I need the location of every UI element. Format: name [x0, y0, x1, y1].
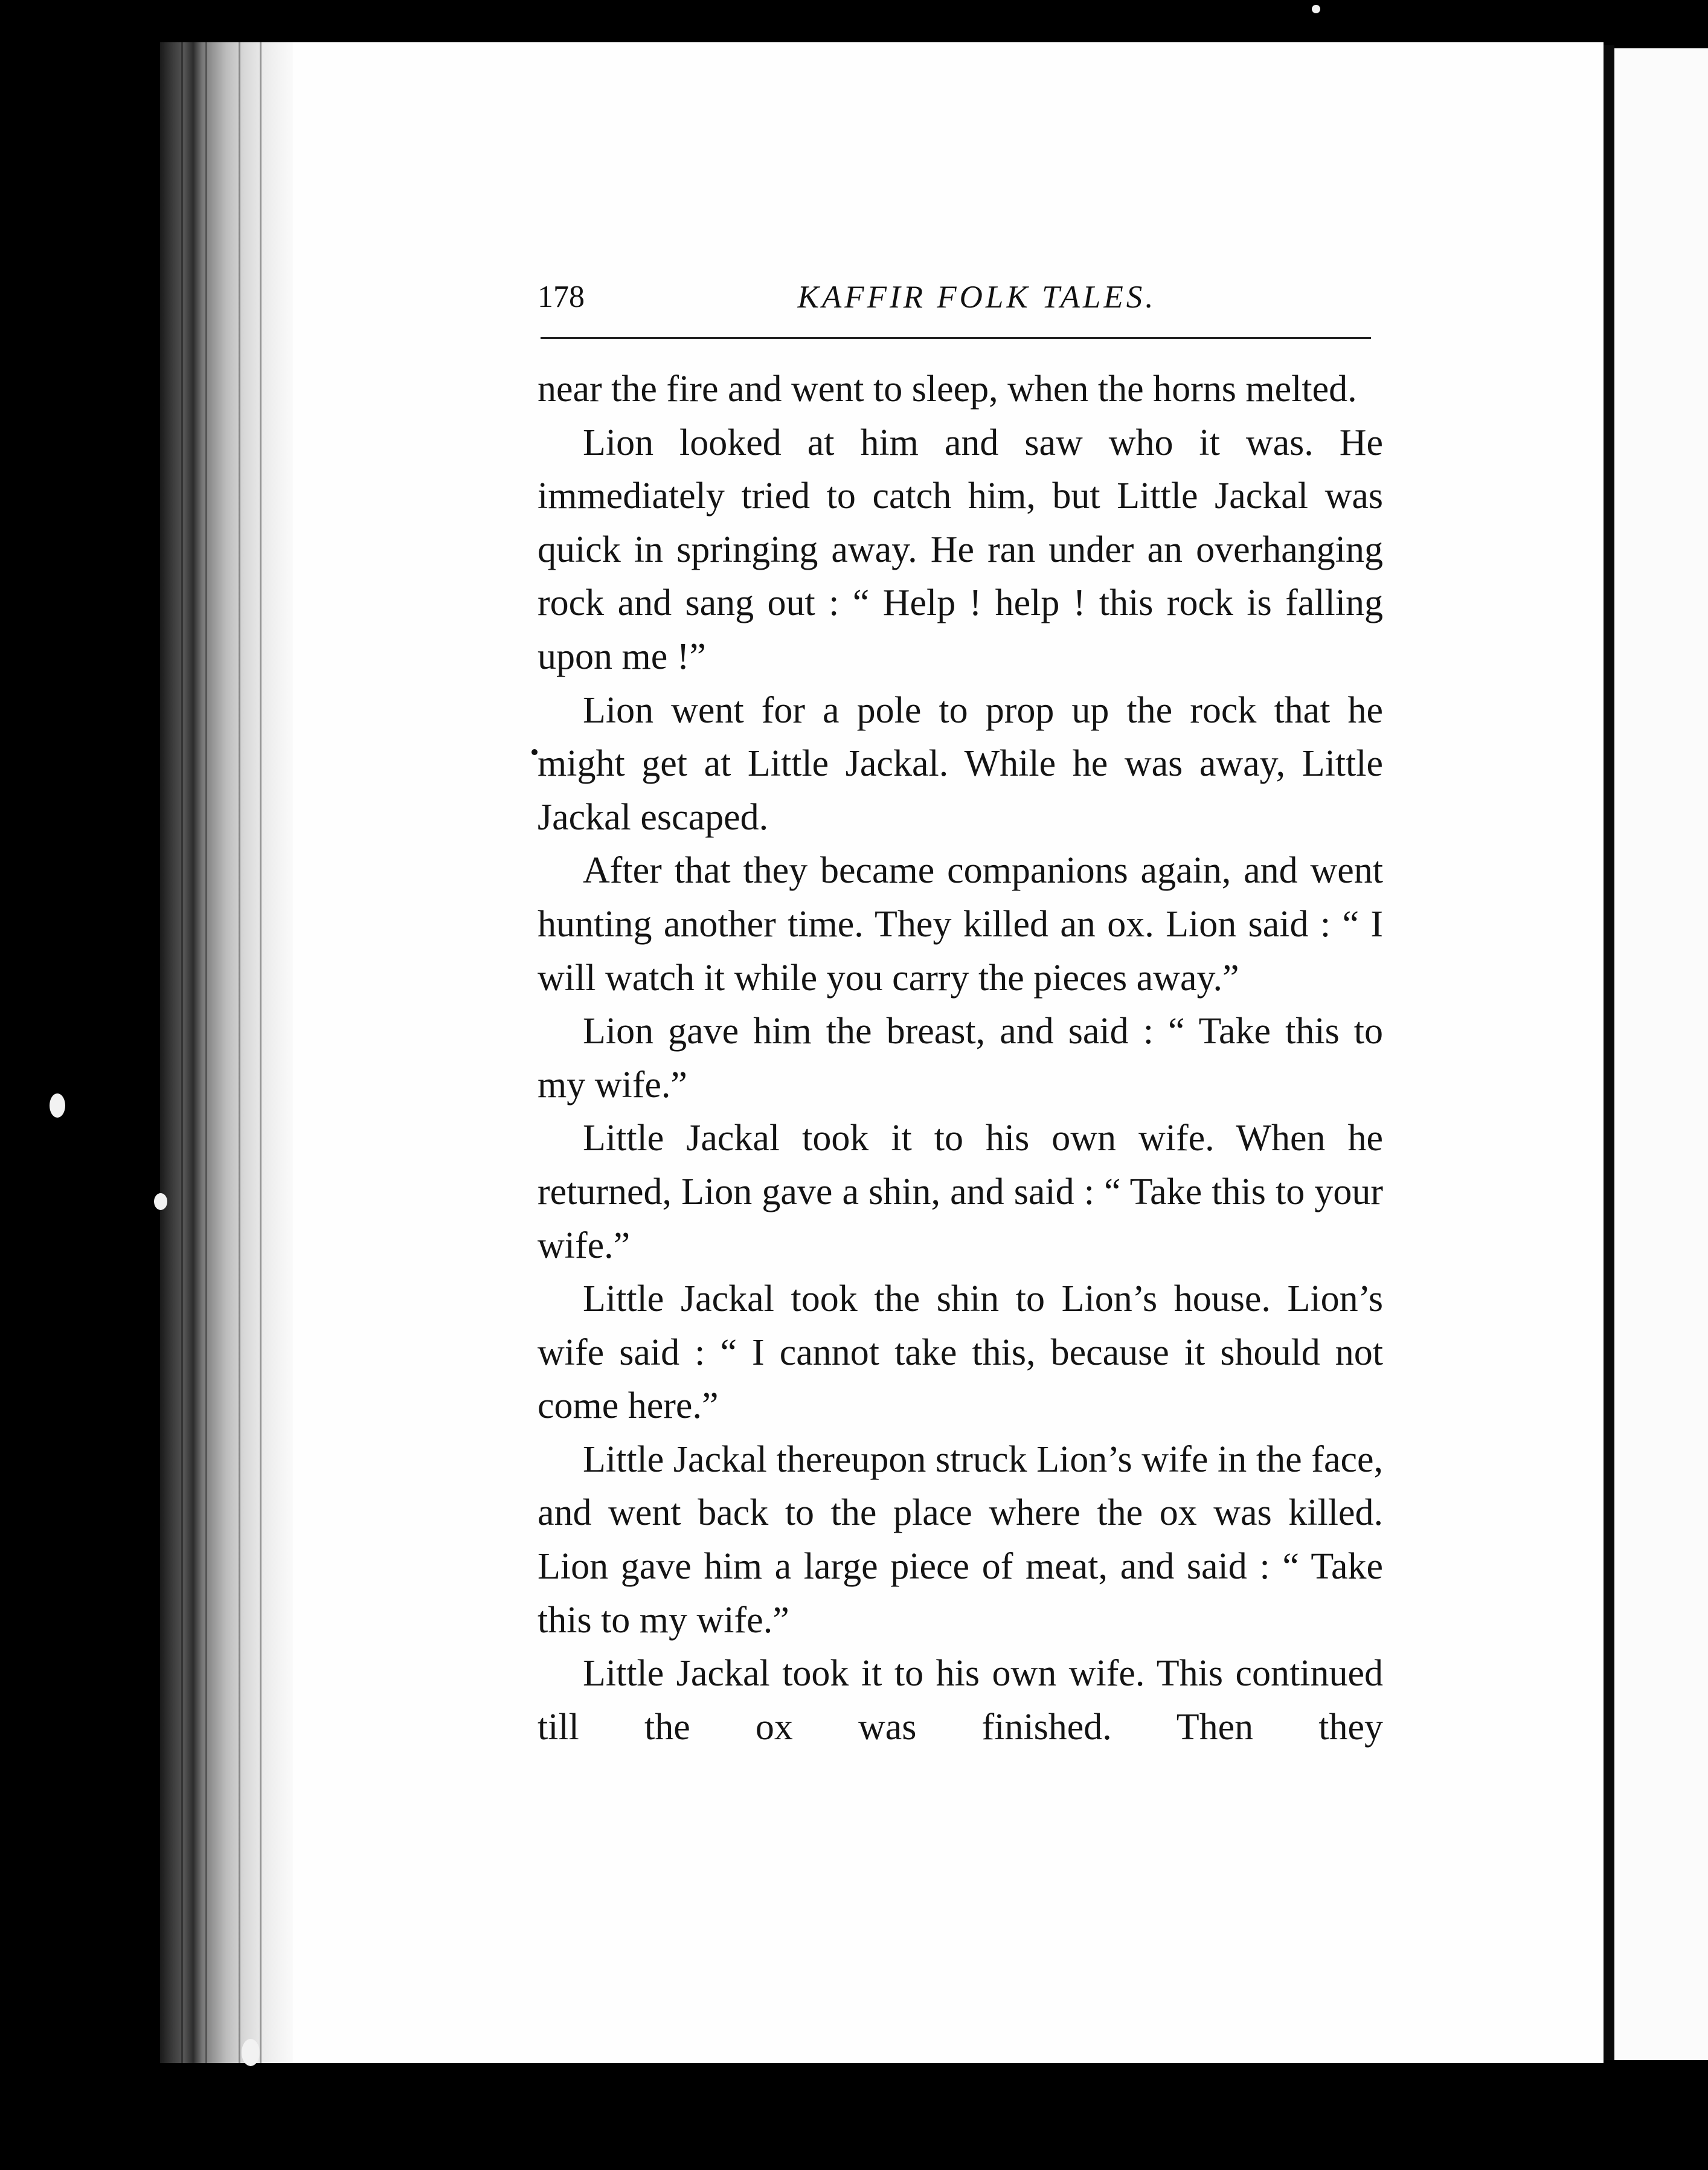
header-rule — [541, 337, 1371, 339]
scan-speck — [531, 749, 538, 755]
page-number: 178 — [538, 280, 585, 314]
paragraph: Lion gave him the breast, and said : “ Take this to my wife.” — [538, 1011, 1383, 1106]
paragraph: Little Jackal took it to his own wife. When he returned, Lion gave a shin, and said : “ Take this to your wife.” — [538, 1118, 1383, 1266]
paragraph: Little Jackal thereupon struck Lion’s wife in the face, and went back to the place where the ox was killed. Lion gave him a large piece of meat, and said : “ Take this to my wife.” — [538, 1438, 1383, 1641]
paragraph: Lion went for a pole to prop up the rock that he might get at Little Jackal. While he was away, Little Jackal escaped. — [538, 689, 1383, 838]
book-page-edges — [160, 42, 293, 2063]
paragraph: Little Jackal took it to his own wife. This continued till the ox was finished. Then they — [538, 1653, 1383, 1748]
gutter-shadow — [1604, 45, 1614, 2060]
page-body — [538, 362, 1383, 1754]
paragraph: Little Jackal took the shin to Lion’s house. Lion’s wife said : “ I cannot take this, because it should not come here.” — [538, 1278, 1383, 1427]
scan-speck — [154, 1193, 167, 1210]
facing-page-edge — [1614, 48, 1708, 2060]
scan-speck — [242, 2039, 260, 2066]
page-edge-line — [205, 42, 207, 2063]
paragraph: After that they became companions again, and went hunting another time. They killed an ox. Lion said : “ I will watch it while you carry the pieces away.” — [538, 850, 1383, 999]
scan-speck — [1312, 5, 1320, 13]
paragraph: near the fire and went to sleep, when the horns melted. — [538, 369, 1357, 410]
scan-speck — [50, 1093, 65, 1118]
page-edge-line — [260, 42, 262, 2063]
page-header — [538, 279, 1374, 336]
paragraph: Lion looked at him and saw who it was. He immediately tried to catch him, but Little Jackal was quick in springing away. He ran under an overhanging rock and sang out : “ Help ! help ! this rock is falling upon me !” — [538, 422, 1383, 677]
page-edge-line — [181, 42, 183, 2063]
page-edge-line — [239, 42, 240, 2063]
running-title: KAFFIR FOLK TALES. — [797, 280, 1157, 315]
